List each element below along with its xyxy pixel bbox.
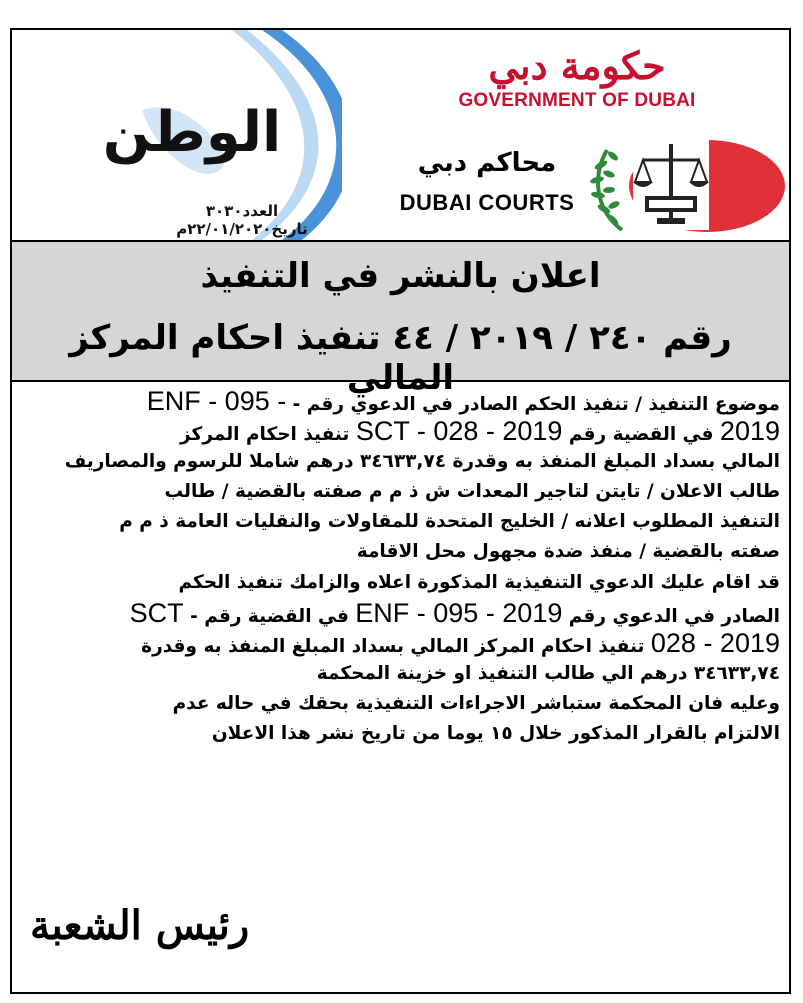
gov-en-label: GOVERNMENT OF DUBAI	[458, 90, 696, 111]
announcement-body	[20, 386, 780, 750]
newspaper-name: الوطن	[102, 100, 282, 165]
dubai-courts-en: DUBAI COURTS	[399, 190, 575, 215]
body-line: التنفيذ المطلوب اعلانه / الخليج المتحدة للمقاولات والنقليات العامة ذ م م	[119, 511, 780, 533]
body-line: الالتزام بالقرار المذكور خلال ١٥ يوما من تاريخ نشر هذا الاعلان	[211, 723, 780, 745]
body-line: صفته بالقضية / منفذ ضدة مجهول محل الاقامة	[356, 541, 780, 563]
announcement-frame	[10, 28, 791, 994]
body-line: 2019 في القضية رقم SCT - 028 - 2019 تنفيذ احكام المركز	[180, 416, 780, 447]
title-band	[12, 240, 789, 398]
body-line: طالب الاعلان / تايتن لتاجير المعدات ش ذ م م صفته بالقضية / طالب	[164, 480, 780, 502]
body-line: المالي بسداد المبلغ المنفذ به وقدرة ٣٤٦٣٣,٧٤ درهم شاملا للرسوم والمصاريف	[64, 450, 780, 472]
case-number-title: رقم ٢٤٠ / ٢٠١٩ / ٤٤ تنفيذ احكام المركز المالي	[69, 318, 732, 398]
body-line: موضوع التنفيذ / تنفيذ الحكم الصادر في الدعوي رقم - ENF - 095 -	[146, 386, 780, 416]
gov-ar-calligraphy: حكومة دبي	[488, 43, 666, 88]
signature: رئيس الشعبة	[30, 902, 250, 949]
body-line: 028 - 2019 تنفيذ احكام المركز المالي بسداد المبلغ المنفذ به وقدرة	[141, 628, 780, 659]
government-of-dubai-logo	[452, 44, 702, 112]
body-line: ٣٤٦٣٣,٧٤ درهم الي طالب التنفيذ او خزينة المحكمة	[316, 662, 780, 684]
body-line: وعليه فان المحكمة ستباشر الاجراءات التنفيذية بحقك في حاله عدم	[172, 692, 780, 714]
dubai-courts-emblem-icon	[587, 130, 787, 235]
body-line: الصادر في الدعوي رقم ENF - 095 - 2019 في القضية رقم - SCT	[129, 598, 780, 629]
body-line: قد اقام عليك الدعوي التنفيذية المذكورة اعلاه والزامك تنفيذ الحكم	[178, 571, 780, 593]
header	[12, 30, 789, 240]
issue-date: العدد٣٠٣٠ تاريخ٢٢/٠١/٢٠٢٠م	[176, 202, 308, 238]
announcement-title: اعلان بالنشر في التنفيذ	[200, 256, 601, 296]
dubai-courts-ar: محاكم دبي	[417, 148, 557, 178]
